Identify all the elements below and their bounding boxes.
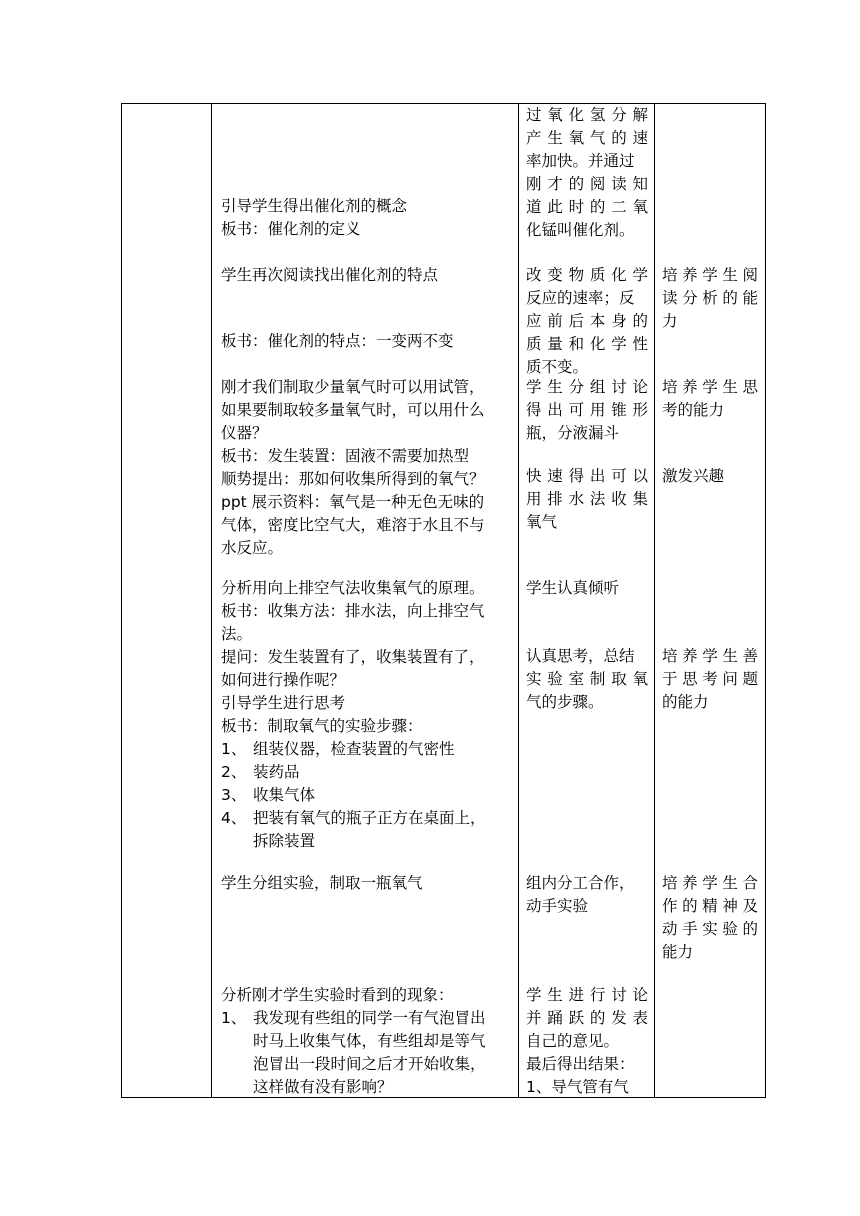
text-line: 实验室制取氧 — [526, 670, 648, 688]
question-continuation: 时马上收集气体，有些组却是等气 — [253, 1032, 486, 1050]
text-line: 质不变。 — [526, 358, 589, 376]
text-line: 力 — [662, 312, 678, 330]
text-line: 提问：发生装置有了，收集装置有了， — [221, 648, 485, 666]
step-text: 收集气体 — [253, 786, 316, 804]
step-item — [221, 738, 511, 761]
question-continuation: 泡冒出一段时间之后才开始收集， — [253, 1055, 486, 1073]
text-line: 质量和化学性 — [526, 335, 648, 353]
text-line: 学生再次阅读找出催化剂的特点 — [221, 266, 439, 284]
text-line: 水反应。 — [221, 539, 284, 557]
text-line: 瓶，分液漏斗 — [526, 424, 620, 442]
step-continuation: 拆除装置 — [253, 832, 316, 850]
text-line: 反应的速率；反 — [526, 289, 635, 307]
text-line: 板书：制取氧气的实验步骤： — [221, 717, 423, 735]
text-line: 刚才的阅读知 — [526, 175, 648, 193]
text-line: 分析刚才学生实验时看到的现象： — [221, 986, 454, 1004]
text-line: 用排水法收集 — [526, 490, 648, 508]
text-line: 认真思考，总结 — [526, 647, 635, 665]
step-number: 2、 — [221, 763, 247, 781]
text-line: 培养学生善 — [662, 647, 758, 665]
text-line: 引导学生得出催化剂的概念 — [221, 197, 408, 215]
text-line: 培养学生合 — [662, 874, 758, 892]
text-line: 学生分组讨论 — [526, 378, 648, 396]
step-item — [221, 761, 511, 784]
table-top-border — [121, 103, 766, 104]
step-number: 4、 — [221, 809, 247, 827]
text-line: 过氧化氢分解 — [526, 106, 648, 124]
text-line: 组内分工合作， — [526, 874, 635, 892]
text-line: 快速得出可以 — [526, 467, 648, 485]
text-line: 学生分组实验，制取一瓶氧气 — [221, 874, 423, 892]
text-line: 读分析的能 — [662, 289, 758, 307]
step-text: 组装仪器，检查装置的气密性 — [253, 740, 455, 758]
text-line: 率加快。并通过 — [526, 152, 635, 170]
text-line: 刚才我们制取少量氧气时可以用试管， — [221, 378, 485, 396]
design-intent-block-5 — [662, 872, 758, 964]
student-activity-block-6 — [526, 645, 648, 714]
text-line: 法。 — [221, 625, 253, 643]
teacher-activity-block-7 — [221, 984, 511, 1099]
text-line: 如果要制取较多量氧气时，可以用什么 — [221, 401, 485, 419]
design-intent-block-1 — [662, 264, 758, 333]
student-activity-block-4 — [526, 465, 648, 534]
text-line: 动手实验的 — [662, 920, 758, 938]
question-text: 我发现有些组的同学一有气泡冒出 — [253, 1009, 486, 1027]
text-line: 引导学生进行思考 — [221, 694, 346, 712]
text-line: 道此时的二氧 — [526, 198, 648, 216]
text-line: 于思考问题 — [662, 670, 758, 688]
column-divider-1 — [211, 103, 212, 1098]
step-text: 把装有氧气的瓶子正方在桌面上， — [253, 809, 486, 827]
text-line: 仪器？ — [221, 424, 268, 442]
text-line: 产生氧气的速 — [526, 129, 648, 147]
text-line: 作的精神及 — [662, 897, 758, 915]
column-divider-3 — [654, 103, 655, 1098]
text-line: 能力 — [662, 943, 694, 961]
text-line: 的能力 — [662, 693, 709, 711]
teacher-activity-block-6 — [221, 872, 511, 895]
student-activity-block-3 — [526, 376, 648, 445]
text-line: 如何进行操作呢？ — [221, 671, 346, 689]
text-line: 板书：催化剂的特点：一变两不变 — [221, 332, 454, 350]
text-line: 应前后本身的 — [526, 312, 648, 330]
student-activity-block-5 — [526, 577, 648, 600]
text-line: 1、导气管有气 — [526, 1078, 629, 1096]
text-line: 化锰叫催化剂。 — [526, 221, 635, 239]
table-left-border — [121, 103, 122, 1098]
text-line: 改变物质化学 — [526, 266, 648, 284]
step-number: 1、 — [221, 740, 247, 758]
text-line: 自己的意见。 — [526, 1032, 620, 1050]
student-activity-block-1 — [526, 104, 648, 242]
text-line: 激发兴趣 — [662, 467, 725, 485]
student-activity-block-2 — [526, 264, 648, 379]
teacher-activity-block-4 — [221, 376, 511, 560]
column-divider-2 — [518, 103, 519, 1098]
text-line: 板书：发生装置：固液不需要加热型 — [221, 447, 470, 465]
text-line: 最后得出结果： — [526, 1055, 635, 1073]
text-line: 板书：催化剂的定义 — [221, 220, 361, 238]
question-continuation: 这样做有没有影响？ — [253, 1078, 393, 1096]
text-line: 气的步骤。 — [526, 693, 604, 711]
text-line: 考的能力 — [662, 401, 725, 419]
step-item — [221, 784, 511, 807]
text-line: 培养学生阅 — [662, 266, 758, 284]
question-item — [221, 1007, 511, 1030]
table-right-border — [765, 103, 766, 1098]
text-line: 板书：收集方法：排水法，向上排空气 — [221, 602, 485, 620]
question-number: 1、 — [221, 1009, 247, 1027]
student-activity-block-7 — [526, 872, 648, 918]
text-line: 氧气 — [526, 513, 558, 531]
text-line: 学生进行讨论 — [526, 986, 648, 1004]
step-number: 3、 — [221, 786, 247, 804]
design-intent-block-2 — [662, 376, 758, 422]
text-line: 并踊跃的发表 — [526, 1009, 648, 1027]
text-line: 学生认真倾听 — [526, 579, 620, 597]
design-intent-block-3 — [662, 465, 758, 488]
step-item — [221, 807, 511, 830]
teacher-activity-block-5 — [221, 577, 511, 853]
text-line: 培养学生思 — [662, 378, 758, 396]
text-line: ppt 展示资料：氧气是一种无色无味的 — [221, 493, 485, 511]
text-line: 顺势提出：那如何收集所得到的氧气？ — [221, 470, 485, 488]
teacher-activity-block-3 — [221, 330, 511, 353]
text-line: 动手实验 — [526, 897, 589, 915]
design-intent-block-4 — [662, 645, 758, 714]
teacher-activity-block-1 — [221, 195, 511, 241]
text-line: 气体，密度比空气大，难溶于水且不与 — [221, 516, 485, 534]
text-line: 分析用向上排空气法收集氧气的原理。 — [221, 579, 485, 597]
text-line: 得出可用锥形 — [526, 401, 648, 419]
step-text: 装药品 — [253, 763, 300, 781]
student-activity-block-8 — [526, 984, 648, 1099]
teacher-activity-block-2 — [221, 264, 511, 287]
